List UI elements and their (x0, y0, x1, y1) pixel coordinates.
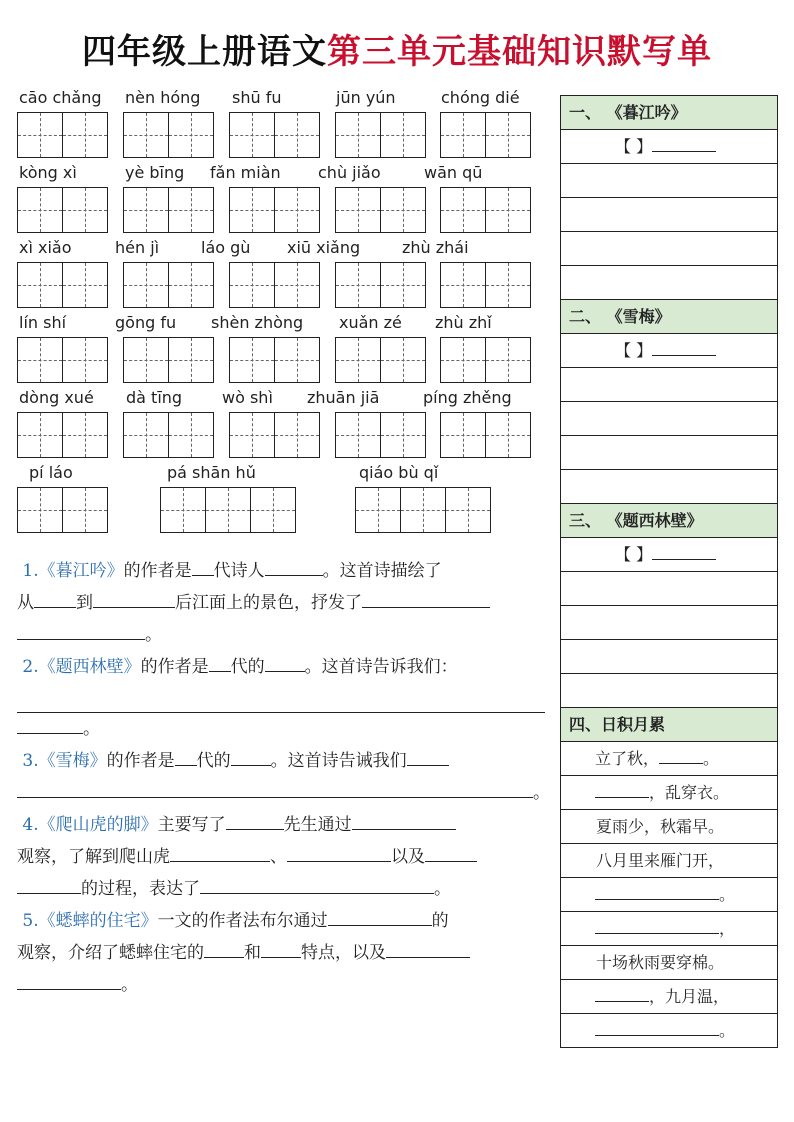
writing-cell[interactable] (123, 112, 169, 158)
writing-cell[interactable] (274, 337, 320, 383)
proverb-text: 夏雨少，秋霜早。 (596, 817, 725, 836)
answer-blank[interactable] (93, 588, 175, 608)
writing-cell[interactable] (250, 487, 296, 533)
writing-cell[interactable] (17, 187, 63, 233)
question-text: 代的 (196, 751, 231, 771)
pinyin-row (17, 86, 550, 161)
pinyin-label: pá shān hǔ (167, 463, 256, 482)
pinyin-section (17, 86, 550, 553)
answer-line[interactable] (17, 683, 545, 713)
author-blank[interactable] (652, 336, 716, 356)
question-text: 的作者是 (123, 561, 192, 581)
writing-cell[interactable] (485, 412, 531, 458)
question-text: 。这首诗告诉我们： (304, 657, 458, 677)
pinyin-label: kòng xì (19, 163, 77, 182)
poem-line[interactable] (561, 674, 777, 708)
question-text: 以及 (391, 847, 425, 867)
proverb-line (561, 776, 777, 810)
writing-box-group (440, 187, 531, 233)
writing-cell[interactable] (17, 412, 63, 458)
proverb-blank[interactable] (595, 1016, 719, 1036)
question-text: 后江面上的景色，抒发了 (175, 593, 362, 613)
answer-blank[interactable] (407, 746, 449, 766)
pinyin-row (17, 311, 550, 386)
question-text: 一文的作者法布尔通过 (157, 911, 328, 931)
question-text: 代诗人 (213, 561, 265, 581)
answer-blank[interactable] (175, 746, 197, 766)
pinyin-label: cāo chǎng (19, 88, 102, 107)
writing-cell[interactable] (485, 187, 531, 233)
answer-blank[interactable] (226, 810, 284, 830)
section-header: 一、 《暮江吟》 (561, 96, 777, 130)
pinyin-row (17, 386, 550, 461)
author-row (561, 538, 777, 572)
proverb-line (561, 1014, 777, 1048)
answer-blank[interactable] (200, 874, 434, 894)
answer-blank[interactable] (17, 714, 83, 734)
writing-cell[interactable] (485, 262, 531, 308)
writing-cell[interactable] (168, 412, 214, 458)
writing-cell[interactable] (62, 112, 108, 158)
pinyin-label: lín shí (19, 313, 67, 332)
question-text: 主要写了 (157, 815, 226, 835)
writing-box-group (17, 187, 108, 233)
pinyin-label: yè bīng (125, 163, 185, 182)
pinyin-label: xiū xiǎng (287, 238, 361, 257)
title-grade: 四年级上册语文 (82, 32, 327, 72)
writing-cell[interactable] (335, 412, 381, 458)
writing-cell[interactable] (335, 112, 381, 158)
proverb-text: ，乱穿衣。 (649, 783, 730, 802)
writing-box-group (335, 112, 426, 158)
writing-box-group (229, 187, 320, 233)
writing-box-group (17, 112, 108, 158)
question-number: 3. (22, 751, 39, 771)
proverb-text: 十场秋雨要穿棉。 (596, 953, 725, 972)
question-text: 特点，以及 (301, 943, 386, 963)
author-row (561, 334, 777, 368)
answer-blank[interactable] (261, 938, 301, 958)
question-number: 4. (22, 815, 39, 835)
writing-box-group (123, 112, 214, 158)
pinyin-label: wān qū (424, 163, 483, 182)
writing-box-group (335, 187, 426, 233)
writing-cell[interactable] (229, 262, 275, 308)
proverb-blank[interactable] (595, 914, 719, 934)
writing-box-group (355, 487, 491, 533)
writing-box-group (229, 412, 320, 458)
writing-box-group (17, 412, 108, 458)
poem-line[interactable] (561, 368, 777, 402)
pinyin-label: pí láo (29, 463, 73, 482)
writing-cell[interactable] (229, 187, 275, 233)
writing-cell[interactable] (17, 487, 63, 533)
answer-blank[interactable] (265, 652, 305, 672)
answer-blank[interactable] (328, 906, 432, 926)
writing-cell[interactable] (440, 412, 486, 458)
writing-box-group (440, 262, 531, 308)
writing-box-group (335, 337, 426, 383)
writing-box-group (229, 112, 320, 158)
writing-cell[interactable] (123, 412, 169, 458)
pinyin-label: xuǎn zé (339, 313, 402, 332)
writing-box-group (17, 487, 108, 533)
pinyin-row (17, 236, 550, 311)
writing-box-group (335, 262, 426, 308)
question-4 (17, 809, 550, 905)
question-text: 先生通过 (283, 815, 352, 835)
writing-cell[interactable] (160, 487, 206, 533)
writing-box-group (440, 112, 531, 158)
question-text: 的作者是 (106, 751, 175, 771)
writing-cell[interactable] (17, 337, 63, 383)
question-number: 1. (22, 561, 39, 581)
writing-cell[interactable] (380, 262, 426, 308)
pinyin-label: hén jì (115, 238, 160, 257)
answer-blank[interactable] (386, 938, 470, 958)
writing-cell[interactable] (17, 262, 63, 308)
poem-line[interactable] (561, 232, 777, 266)
writing-box-group (440, 337, 531, 383)
proverb-text: 八月里来雁门开， (596, 851, 725, 870)
writing-cell[interactable] (168, 262, 214, 308)
pinyin-label: chù jiǎo (318, 163, 381, 182)
writing-cell[interactable] (440, 337, 486, 383)
book-title: 《蟋蟀的住宅》 (38, 911, 158, 931)
answer-blank[interactable] (352, 810, 456, 830)
question-text: 。 (121, 975, 138, 995)
proverb-blank[interactable] (595, 880, 719, 900)
poem-line[interactable] (561, 198, 777, 232)
proverb-line (561, 980, 777, 1014)
writing-cell[interactable] (440, 112, 486, 158)
proverb-line (561, 912, 777, 946)
question-5 (17, 905, 550, 1001)
question-text: 、 (270, 847, 287, 867)
poem-line[interactable] (561, 640, 777, 674)
writing-cell[interactable] (335, 337, 381, 383)
question-3 (17, 745, 550, 809)
proverb-text: 立了秋， (595, 749, 660, 768)
section-header: 二、 《雪梅》 (561, 300, 777, 334)
pinyin-label: qiáo bù qǐ (359, 463, 439, 482)
poem-line[interactable] (561, 266, 777, 300)
question-number: 2. (22, 657, 39, 677)
pinyin-label: chóng dié (441, 88, 520, 107)
writing-cell[interactable] (123, 337, 169, 383)
writing-cell[interactable] (440, 187, 486, 233)
proverb-line (561, 810, 777, 844)
dictation-sidebar (560, 95, 778, 1048)
pinyin-row (17, 461, 550, 553)
proverb-text: 。 (703, 749, 720, 768)
writing-cell[interactable] (400, 487, 446, 533)
answer-blank[interactable] (287, 842, 391, 862)
author-bracket: 【 】 (615, 137, 653, 156)
answer-blank[interactable] (17, 620, 145, 640)
pinyin-label: nèn hóng (125, 88, 201, 107)
question-text: 。 (533, 783, 550, 803)
writing-cell[interactable] (62, 487, 108, 533)
writing-cell[interactable] (205, 487, 251, 533)
writing-cell[interactable] (123, 262, 169, 308)
proverb-text: 。 (719, 1021, 736, 1040)
question-text: 。 (434, 879, 451, 899)
question-1 (17, 555, 550, 651)
writing-cell[interactable] (485, 112, 531, 158)
writing-cell[interactable] (62, 412, 108, 458)
writing-cell[interactable] (274, 187, 320, 233)
answer-blank[interactable] (192, 556, 214, 576)
question-text: 的作者是 (140, 657, 209, 677)
answer-blank[interactable] (34, 588, 76, 608)
writing-cell[interactable] (445, 487, 491, 533)
poem-line[interactable] (561, 164, 777, 198)
proverb-line (561, 742, 777, 776)
answer-blank[interactable] (231, 746, 271, 766)
writing-box-group (123, 412, 214, 458)
writing-box-group (160, 487, 296, 533)
writing-cell[interactable] (62, 337, 108, 383)
answer-blank[interactable] (209, 652, 231, 672)
pinyin-label: fǎn miàn (210, 163, 281, 182)
pinyin-label: zhù zhái (402, 238, 469, 257)
pinyin-label: gōng fu (115, 313, 177, 332)
writing-cell[interactable] (380, 337, 426, 383)
pinyin-label: zhù zhǐ (435, 313, 492, 332)
poem-line[interactable] (561, 402, 777, 436)
poem-line[interactable] (561, 606, 777, 640)
question-text: 观察，了解到爬山虎 (17, 847, 170, 867)
proverb-blank[interactable] (659, 744, 703, 764)
answer-blank[interactable] (362, 588, 490, 608)
question-text: 。 (83, 719, 100, 739)
pinyin-label: shū fu (232, 88, 282, 107)
writing-cell[interactable] (168, 187, 214, 233)
proverb-text: ，九月温， (649, 987, 730, 1006)
answer-blank[interactable] (204, 938, 244, 958)
answer-blank[interactable] (425, 842, 477, 862)
writing-cell[interactable] (380, 187, 426, 233)
answer-blank[interactable] (17, 778, 533, 798)
writing-cell[interactable] (62, 187, 108, 233)
question-text: 。这首诗描绘了 (322, 561, 442, 581)
writing-cell[interactable] (123, 187, 169, 233)
question-text: 从 (17, 593, 34, 613)
writing-cell[interactable] (229, 337, 275, 383)
proverb-line (561, 878, 777, 912)
pinyin-label: dà tīng (126, 388, 183, 407)
poem-line[interactable] (561, 436, 777, 470)
questions-section (17, 555, 550, 1001)
writing-cell[interactable] (274, 262, 320, 308)
writing-box-group (123, 262, 214, 308)
writing-box-group (229, 262, 320, 308)
writing-box-group (440, 412, 531, 458)
writing-cell[interactable] (168, 337, 214, 383)
answer-blank[interactable] (170, 842, 270, 862)
poem-line[interactable] (561, 470, 777, 504)
author-blank[interactable] (652, 540, 716, 560)
writing-cell[interactable] (335, 187, 381, 233)
answer-blank[interactable] (17, 874, 81, 894)
answer-blank[interactable] (265, 556, 323, 576)
writing-box-group (123, 337, 214, 383)
proverb-blank[interactable] (595, 778, 649, 798)
book-title: 《题西林壁》 (38, 657, 141, 677)
author-bracket: 【 】 (615, 341, 653, 360)
pinyin-label: píng zhěng (423, 388, 512, 407)
question-text: 到 (76, 593, 93, 613)
pinyin-label: xì xiǎo (19, 238, 72, 257)
writing-box-group (17, 262, 108, 308)
question-text: 的 (431, 911, 449, 931)
book-title: 《雪梅》 (38, 751, 107, 771)
writing-box-group (335, 412, 426, 458)
proverb-line (561, 946, 777, 980)
writing-box-group (229, 337, 320, 383)
writing-cell[interactable] (274, 412, 320, 458)
writing-cell[interactable] (17, 112, 63, 158)
writing-cell[interactable] (380, 112, 426, 158)
author-bracket: 【 】 (615, 545, 653, 564)
writing-cell[interactable] (335, 262, 381, 308)
writing-box-group (17, 337, 108, 383)
writing-cell[interactable] (229, 112, 275, 158)
proverb-line (561, 844, 777, 878)
title-unit: 第三单元基础知识默写单 (327, 32, 712, 72)
proverb-text: ， (719, 919, 736, 938)
question-text: 。这首诗告诫我们 (270, 751, 407, 771)
pinyin-label: shèn zhòng (211, 313, 304, 332)
book-title: 《暮江吟》 (38, 561, 124, 581)
pinyin-label: láo gù (201, 238, 251, 257)
answer-blank[interactable] (17, 970, 121, 990)
question-text: 观察，介绍了蟋蟀住宅的 (17, 943, 204, 963)
book-title: 《爬山虎的脚》 (38, 815, 158, 835)
question-2 (17, 651, 550, 745)
pinyin-label: zhuān jiā (307, 388, 380, 407)
writing-cell[interactable] (274, 112, 320, 158)
writing-cell[interactable] (440, 262, 486, 308)
writing-cell[interactable] (168, 112, 214, 158)
section-header: 四、日积月累 (561, 708, 777, 742)
writing-box-group (123, 187, 214, 233)
author-row (561, 130, 777, 164)
question-text: 。 (145, 625, 162, 645)
writing-cell[interactable] (229, 412, 275, 458)
proverb-text: 。 (719, 885, 736, 904)
page-title (0, 30, 794, 74)
writing-cell[interactable] (485, 337, 531, 383)
question-number: 5. (22, 911, 39, 931)
question-text: 和 (244, 943, 261, 963)
pinyin-label: wò shì (222, 388, 273, 407)
pinyin-label: jūn yún (336, 88, 396, 107)
writing-cell[interactable] (355, 487, 401, 533)
proverb-blank[interactable] (595, 982, 649, 1002)
poem-line[interactable] (561, 572, 777, 606)
pinyin-row (17, 161, 550, 236)
question-text: 的过程，表达了 (81, 879, 200, 899)
writing-cell[interactable] (380, 412, 426, 458)
author-blank[interactable] (652, 132, 716, 152)
writing-cell[interactable] (62, 262, 108, 308)
pinyin-label: dòng xué (19, 388, 94, 407)
question-text: 代的 (230, 657, 265, 677)
section-header: 三、 《题西林壁》 (561, 504, 777, 538)
